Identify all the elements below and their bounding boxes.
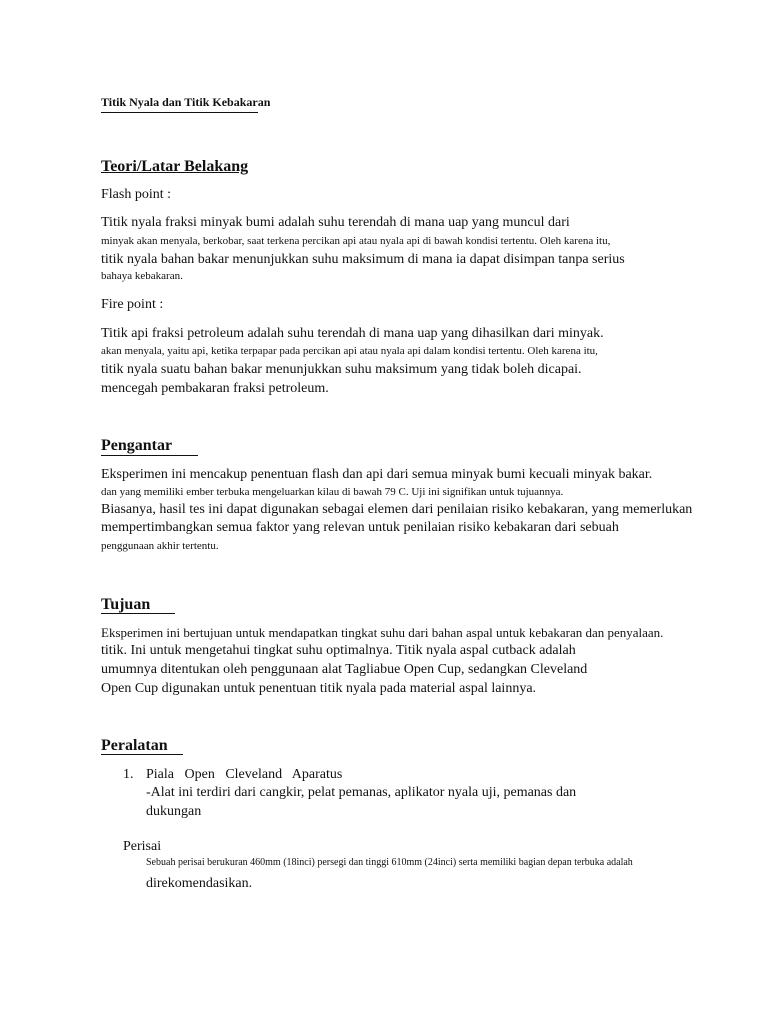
pengantar-line: Biasanya, hasil tes ini dapat digunakan sebagai elemen dari penilaian risiko kebakaran, yang memerlukan [101,502,693,517]
flash-line: minyak akan menyala, berkobar, saat terkena percikan api atau nyala api di bawah kondisi tertentu. Oleh karena itu, [101,235,611,247]
tujuan-line: Eksperimen ini bertujuan untuk mendapatkan tingkat suhu dari bahan aspal untuk kebakaran dan penyalaan. [101,625,664,640]
list-item-line: -Alat ini terdiri dari cangkir, pelat pemanas, aplikator nyala uji, pemanas dan [146,785,577,800]
fire-line: akan menyala, yaitu api, ketika terpapar pada percikan api atau nyala api dalam kondisi tertentu. Oleh karena itu, [101,345,598,357]
pengantar-line: Eksperimen ini mencakup penentuan flash dan api dari semua minyak bumi kecuali minyak bakar. [101,467,653,482]
heading-underline [101,754,183,755]
fire-line: titik nyala suatu bahan bakar menunjukkan suhu maksimum yang tidak boleh dicapai. [101,362,582,377]
title-underline [101,112,258,113]
heading-pengantar: Pengantar [101,437,173,454]
heading-peralatan: Peralatan [101,737,168,754]
flash-line: bahaya kebakaran. [101,270,183,282]
document-title: Titik Nyala dan Titik Kebakaran [101,95,271,109]
flash-line: Titik nyala fraksi minyak bumi adalah suhu terendah di mana uap yang muncul dari [101,215,570,230]
tujuan-line: umumnya ditentukan oleh penggunaan alat Tagliabue Open Cup, sedangkan Cleveland [101,662,588,677]
heading-teori: Teori/Latar Belakang [101,158,249,175]
tujuan-line: titik. Ini untuk mengetahui tingkat suhu optimalnya. Titik nyala aspal cutback adalah [101,643,576,658]
fire-line: Titik api fraksi petroleum adalah suhu terendah di mana uap yang dihasilkan dari minyak. [101,326,604,341]
perisai-line: Sebuah perisai berukuran 460mm (18inci) persegi dan tinggi 610mm (24inci) serta memiliki bagian depan terbuka adalah [146,857,633,868]
heading-tujuan: Tujuan [101,596,151,613]
pengantar-line: mempertimbangkan semua faktor yang relevan untuk penilaian risiko kebakaran dari sebuah [101,520,619,535]
pengantar-line: dan yang memiliki ember terbuka mengeluarkan kilau di bawah 79 C. Uji ini signifikan untuk tujuannya. [101,486,564,498]
list-item-line: dukungan [146,804,202,819]
flash-line: titik nyala bahan bakar menunjukkan suhu maksimum di mana ia dapat disimpan tanpa serius [101,252,625,267]
fire-point-label: Fire point : [101,297,164,312]
list-item-title: Piala Open Cleveland Aparatus [146,767,343,782]
perisai-line: direkomendasikan. [146,876,253,891]
pengantar-line: penggunaan akhir tertentu. [101,540,219,552]
tujuan-line: Open Cup digunakan untuk penentuan titik nyala pada material aspal lainnya. [101,681,537,696]
perisai-label: Perisai [123,839,162,854]
flash-point-label: Flash point : [101,187,172,202]
list-item-number: 1. [123,767,134,782]
heading-underline [101,613,175,614]
heading-underline [101,455,198,456]
fire-line: mencegah pembakaran fraksi petroleum. [101,381,329,396]
